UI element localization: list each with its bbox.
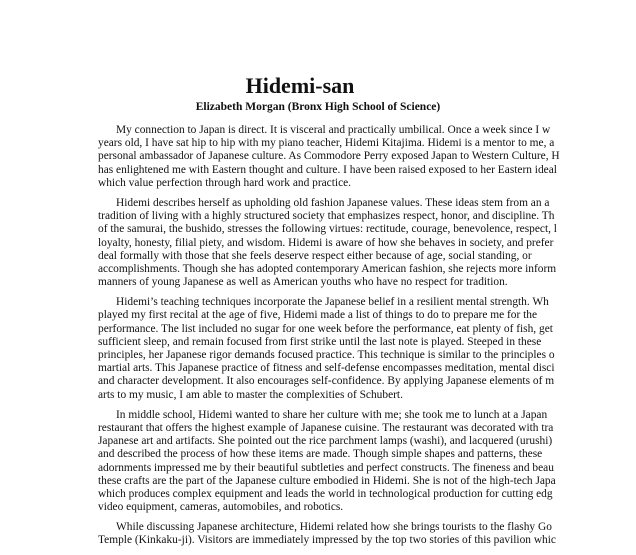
text-line: years old, I have sat hip to hip with my piano teacher, Hidemi Kitajima. Hidemi is a mentor to me, a xyxy=(98,137,555,150)
text-line: video equipment, cameras, automobiles, and robotics. xyxy=(98,501,344,514)
text-line: In middle school, Hidemi wanted to share her culture with me; she took me to lunch at a Japan xyxy=(116,408,548,421)
text-line: performance. The list included no sugar for one week before the performance, eat plenty of fish, get xyxy=(98,322,553,335)
text-line: Hidemi describes herself as upholding old fashion Japanese values. These ideas stem from an a xyxy=(116,196,550,209)
text-line: accomplishments. Though she has adopted contemporary American fashion, she rejects more inform xyxy=(98,262,557,275)
text-line: principles, her Japanese rigor demands focused practice. This technique is similar to the principles o xyxy=(98,349,555,361)
paragraph xyxy=(98,521,556,547)
text-line: which value perfection through hard work and practice. xyxy=(98,176,352,189)
text-line: Japanese art and artifacts. She pointed out the rice parchment lamps (washi), and lacquered (urushi) xyxy=(98,435,553,448)
paragraph xyxy=(98,124,560,190)
text-line: Hidemi’s teaching techniques incorporate the Japanese belief in a resilient mental strength. Wh xyxy=(116,296,549,309)
text-line: martial arts. This Japanese practice of fitness and self-defense encompasses meditation, mental disci xyxy=(98,362,555,375)
paragraph xyxy=(98,408,556,515)
text-line: and character development. It also encourages self-confidence. By applying Japanese elements of m xyxy=(98,375,555,388)
paragraph xyxy=(98,296,555,402)
text-line: these crafts are the part of the Japanese culture embodied in Hidemi. She is not of the high-tech Japa xyxy=(98,474,556,487)
text-line: of the samurai, the bushido, stresses the following virtues: rectitude, courage, benevolence, respect, l xyxy=(98,223,557,236)
document-title: Hidemi-san xyxy=(245,73,355,98)
text-line: While discussing Japanese architecture, Hidemi related how she brings tourists to the flashy Go xyxy=(116,521,552,534)
text-line: played my first recital at the age of five, Hidemi made a list of things to do to prepare me for the xyxy=(98,309,538,322)
text-line: adornments impressed me by their beautiful subtleties and perfect constructs. The fineness and beau xyxy=(98,461,554,474)
text-line: manners of young Japanese as well as American youths who have no respect for tradition. xyxy=(98,276,508,289)
text-line: restaurant that offers the highest example of Japanese cuisine. The restaurant was decorated with tra xyxy=(98,421,554,434)
text-line: loyalty, honesty, filial piety, and wisdom. Hidemi is aware of how she behaves in society, and prefer xyxy=(98,236,554,249)
text-line: sufficient sleep, and remain focused from first strike until the last note is played. Steeped in these xyxy=(98,335,542,348)
text-line: arts to my music, I am able to master the complexities of Schubert. xyxy=(98,388,403,401)
paragraph xyxy=(98,196,557,289)
text-line: has enlightened me with Eastern thought and culture. I have been raised exposed to her Eastern ideal xyxy=(98,163,557,176)
text-line: which produces complex equipment and leads the world in technological production for cutting edg xyxy=(98,487,553,500)
text-line: personal ambassador of Japanese culture. As Commodore Perry exposed Japan to Western Culture, H xyxy=(98,150,560,163)
text-line: Temple (Kinkaku-ji). Visitors are immediately impressed by the top two stories of this pavilion whic xyxy=(98,534,556,547)
text-line: and described the process of how these items are made. Though simple shapes and patterns, these xyxy=(98,448,543,461)
document-author: Elizabeth Morgan (Bronx High School of Science) xyxy=(195,101,441,113)
text-line: My connection to Japan is direct. It is visceral and practically umbilical. Once a week since I w xyxy=(116,124,551,136)
document-body xyxy=(98,124,560,555)
text-line: deal formally with those that she feels deserve respect either because of age, social standing, or xyxy=(98,249,532,262)
text-line: tradition of living with a highly structured society that emphasizes respect, honor, and discipline. Th xyxy=(98,210,555,223)
